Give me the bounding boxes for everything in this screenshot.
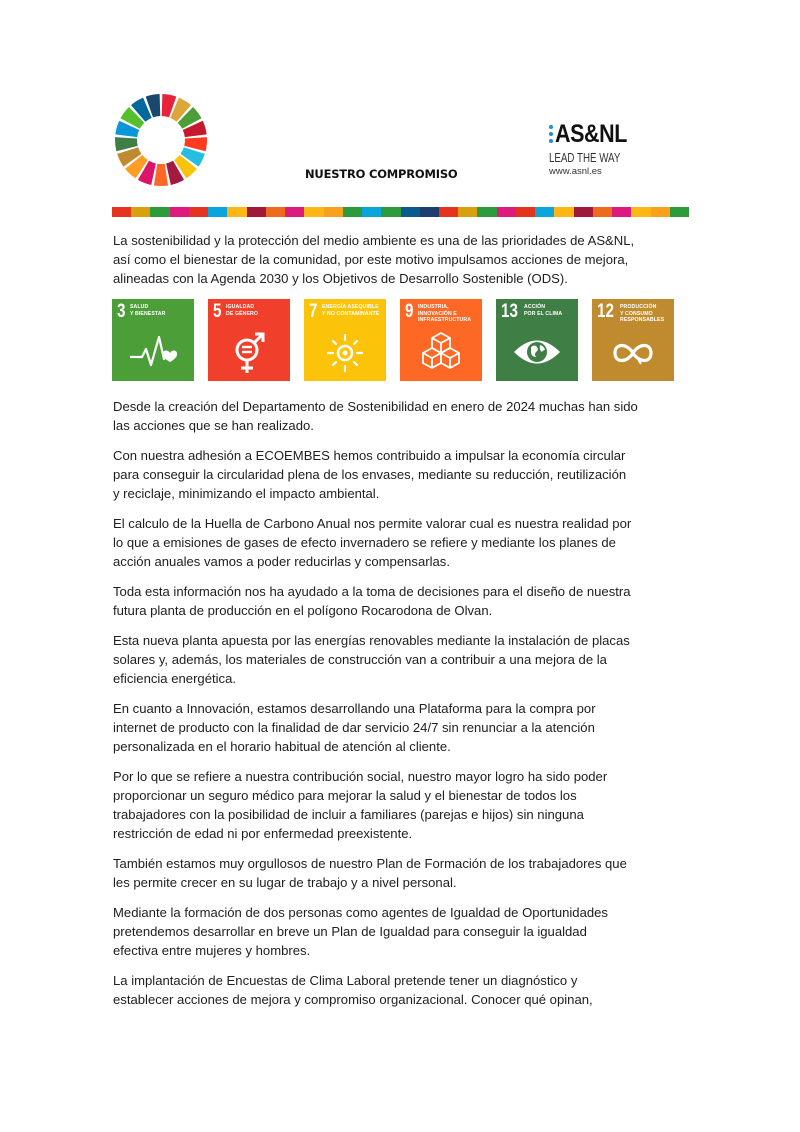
sdg-tile-label-line: Y NO CONTAMINANTE bbox=[322, 310, 380, 317]
text-line: pretendemos desarrollar en breve un Plan de Igualdad para conseguir la igualdad bbox=[113, 924, 587, 939]
body-paragraph bbox=[113, 514, 703, 571]
text-line: así como el bienestar de la comunidad, por este motivo impulsamos acciones de mejora, bbox=[113, 252, 629, 267]
sdg-tile-label-line: RESPONSABLES bbox=[620, 317, 665, 323]
sdg-tile-3 bbox=[112, 299, 194, 381]
text-line: y reciclaje, minimizando el impacto ambiental. bbox=[113, 486, 380, 501]
stripe-segment bbox=[593, 207, 612, 217]
stripe-segment bbox=[477, 207, 496, 217]
text-line: lo que a emisiones de gases de efecto invernadero se refiere y mediante los planes de bbox=[113, 535, 616, 550]
sdg-tile-number: 3 bbox=[117, 301, 126, 322]
sdg-tile-number: 9 bbox=[405, 301, 414, 322]
sdg-tile-label bbox=[524, 304, 562, 317]
sdg-tile-label-line: PRODUCCIÓN bbox=[620, 304, 657, 310]
text-line: proporcionar un seguro médico para mejorar la salud y el bienestar de todos los bbox=[113, 788, 577, 803]
text-line: Desde la creación del Departamento de Sostenibilidad en enero de 2024 muchas han sido bbox=[113, 399, 638, 414]
body-paragraph bbox=[113, 971, 703, 1009]
sdg-tile-label bbox=[322, 304, 379, 317]
sdg-tile-13 bbox=[496, 299, 578, 381]
text-line: Toda esta información nos ha ayudado a la toma de decisiones para el diseño de nuestra bbox=[113, 584, 631, 599]
sdg-tile-label bbox=[226, 304, 258, 317]
stripe-segment bbox=[189, 207, 208, 217]
brand-tagline: LEAD THE WAY bbox=[549, 151, 621, 165]
stripe-segment bbox=[516, 207, 535, 217]
sdg-tile-label bbox=[418, 304, 471, 324]
sdg-tile-label-line: ACCIÓN bbox=[524, 304, 546, 310]
stripe-segment bbox=[112, 207, 131, 217]
stripe-segment bbox=[439, 207, 458, 217]
sdg-tile-number: 5 bbox=[213, 301, 222, 322]
intro-paragraph bbox=[113, 231, 703, 288]
stripe-segment bbox=[651, 207, 670, 217]
text-line: En cuanto a Innovación, estamos desarrollando una Plataforma para la compra por bbox=[113, 701, 596, 716]
sdg-tile-label-line: INNOVACIÓN E bbox=[418, 310, 457, 317]
body-section bbox=[113, 397, 703, 1020]
stripe-segment bbox=[631, 207, 650, 217]
stripe-segment bbox=[170, 207, 189, 217]
stripe-segment bbox=[420, 207, 439, 217]
text-line: acción anuales vamos a poder reducirlas y compensarlas. bbox=[113, 554, 450, 569]
body-paragraph bbox=[113, 903, 703, 960]
stripe-segment bbox=[574, 207, 593, 217]
text-line: La sostenibilidad y la protección del medio ambiente es una de las prioridades de AS&NL, bbox=[113, 233, 635, 248]
sdg-tile-label-line: INDUSTRIA, bbox=[418, 304, 449, 310]
body-paragraph bbox=[113, 699, 703, 756]
stripe-segment bbox=[612, 207, 631, 217]
brand-logo bbox=[549, 121, 659, 181]
stripe-segment bbox=[554, 207, 573, 217]
stripe-segment bbox=[131, 207, 150, 217]
sdg-tiles-row bbox=[0, 299, 800, 382]
stripe-segment bbox=[401, 207, 420, 217]
stripe-segment bbox=[362, 207, 381, 217]
sdg-tile-label-line: INFRAESTRUCTURA bbox=[418, 317, 472, 323]
sdg-tile-number: 13 bbox=[501, 301, 518, 322]
text-line: La implantación de Encuestas de Clima Laboral pretende tener un diagnóstico y bbox=[113, 973, 578, 988]
sdg-tile-label-line: SALUD bbox=[130, 304, 149, 310]
sdg-tile-label bbox=[130, 304, 166, 317]
text-line: Por lo que se refiere a nuestra contribución social, nuestro mayor logro ha sido poder bbox=[113, 769, 608, 784]
stripe-segment bbox=[670, 207, 689, 217]
body-paragraph bbox=[113, 446, 703, 503]
sdg-tile-9 bbox=[400, 299, 482, 381]
text-line: internet de producto con la finalidad de dar servicio 24/7 sin renunciar a la atención bbox=[113, 720, 595, 735]
stripe-segment bbox=[304, 207, 323, 217]
sdg-tile-7 bbox=[304, 299, 386, 381]
text-line: Esta nueva planta apuesta por las energías renovables mediante la instalación de placas bbox=[113, 633, 630, 648]
body-paragraph bbox=[113, 582, 703, 620]
text-line: les permite crecer en su lugar de trabajo y a nivel personal. bbox=[113, 875, 457, 890]
stripe-segment bbox=[285, 207, 304, 217]
stripe-segment bbox=[535, 207, 554, 217]
text-line: También estamos muy orgullosos de nuestro Plan de Formación de los trabajadores que bbox=[113, 856, 627, 871]
text-line: solares y, además, los materiales de construcción van a contribuir a una mejora de la bbox=[113, 652, 607, 667]
page-title: NUESTRO COMPROMISO bbox=[305, 167, 458, 181]
body-paragraph bbox=[113, 631, 703, 688]
text-line: futura planta de producción en el polígono Rocarodona de Olvan. bbox=[113, 603, 493, 618]
sdg-tile-label-line: Y BIENESTAR bbox=[130, 310, 166, 317]
stripe-segment bbox=[343, 207, 362, 217]
intro-section bbox=[113, 231, 703, 299]
sdg-tile-label-line: POR EL CLIMA bbox=[524, 310, 563, 317]
sdg-tile-label-line: IGUALDAD bbox=[226, 304, 255, 310]
body-paragraph bbox=[113, 397, 703, 435]
stripe-segment bbox=[324, 207, 343, 217]
sdg-wheel-icon bbox=[113, 92, 209, 188]
text-line: establecer acciones de mejora y compromiso organizacional. Conocer qué opinan, bbox=[113, 992, 593, 1007]
brand-name: AS&NL bbox=[555, 120, 627, 148]
stripe-segment bbox=[458, 207, 477, 217]
text-line: El calculo de la Huella de Carbono Anual nos permite valorar cual es nuestra realidad por bbox=[113, 516, 632, 531]
stripe-segment bbox=[150, 207, 169, 217]
sdg-tile-label-line: Y CONSUMO bbox=[620, 310, 653, 317]
text-line: personalizada en el horario habitual de atención al cliente. bbox=[113, 739, 451, 754]
body-paragraph bbox=[113, 767, 703, 843]
stripe-segment bbox=[497, 207, 516, 217]
text-line: Mediante la formación de dos personas como agentes de Igualdad de Oportunidades bbox=[113, 905, 608, 920]
text-line: trabajadores con la posibilidad de incluir a familiares (parejas e hijos) sin ninguna bbox=[113, 807, 584, 822]
body-paragraph bbox=[113, 854, 703, 892]
sdg-tile-label-line: DE GÉNERO bbox=[226, 310, 259, 317]
brand-dots-icon bbox=[549, 125, 554, 147]
text-line: Con nuestra adhesión a ECOEMBES hemos contribuido a impulsar la economía circular bbox=[113, 448, 626, 463]
sdg-tile-number: 7 bbox=[309, 301, 318, 322]
text-line: alineadas con la Agenda 2030 y los Objetivos de Desarrollo Sostenible (ODS). bbox=[113, 271, 568, 286]
text-line: eficiencia energética. bbox=[113, 671, 237, 686]
stripe-segment bbox=[208, 207, 227, 217]
sdg-tile-label bbox=[620, 304, 664, 324]
stripe-segment bbox=[381, 207, 400, 217]
sdg-color-stripe bbox=[112, 207, 689, 217]
text-line: restricción de edad ni por enfermedad preexistente. bbox=[113, 826, 413, 841]
sdg-tile-12 bbox=[592, 299, 674, 381]
sdg-tile-5 bbox=[208, 299, 290, 381]
sdg-tile-number: 12 bbox=[597, 301, 614, 322]
brand-url: www.asnl.es bbox=[549, 166, 602, 177]
stripe-segment bbox=[247, 207, 266, 217]
stripe-segment bbox=[227, 207, 246, 217]
text-line: para conseguir la circularidad plena de los envases, mediante su reducción, reutilización bbox=[113, 467, 627, 482]
sdg-tile-label-line: ENERGÍA ASEQUIBLE bbox=[322, 304, 379, 310]
wheel-segment bbox=[154, 164, 168, 186]
text-line: efectiva entre mujeres y hombres. bbox=[113, 943, 311, 958]
text-line: las acciones que se han realizado. bbox=[113, 418, 314, 433]
stripe-segment bbox=[266, 207, 285, 217]
